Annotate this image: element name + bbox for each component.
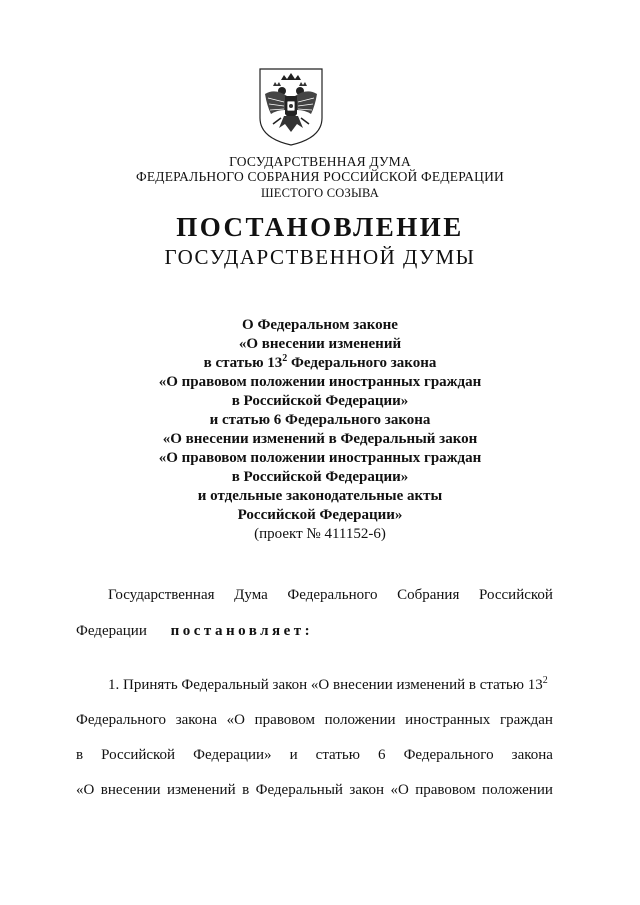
article-superscript: 2 — [542, 675, 548, 686]
article-superscript: 2 — [282, 353, 288, 364]
word: 6 — [378, 747, 386, 763]
word: «О — [390, 782, 409, 798]
word: Федерального — [76, 712, 167, 728]
preamble-line-1 — [108, 586, 553, 604]
header-line-federal-assembly: ФЕДЕРАЛЬНОГО СОБРАНИЯ РОССИЙСКОЙ ФЕДЕРАЦИИ — [136, 169, 504, 184]
preamble-line-2 — [76, 622, 313, 640]
item1-line-2 — [76, 711, 553, 729]
header-line-convocation: ШЕСТОГО СОЗЫВА — [260, 186, 380, 200]
subject-line: «О внесении изменений в Федеральный закон — [162, 431, 478, 447]
resolution-subject — [0, 316, 640, 544]
project-number: (проект № 411152-6) — [254, 526, 386, 542]
word: граждан — [499, 712, 553, 728]
word: правовом — [415, 782, 476, 798]
subject-text: Федерального закона — [287, 355, 437, 371]
item1-line-1 — [108, 676, 548, 694]
word: «О — [76, 782, 95, 798]
word: в — [76, 747, 84, 763]
word: иностранных — [405, 712, 491, 728]
word: Федерального — [287, 587, 378, 603]
word: Российской — [101, 747, 176, 763]
item1-line-4 — [76, 781, 553, 799]
subject-line: в Российской Федерации» — [231, 393, 409, 409]
document-title: ПОСТАНОВЛЕНИЕ — [176, 212, 464, 242]
word: Российской — [479, 587, 553, 603]
subject-line — [0, 354, 640, 373]
resolves-word: постановляет: — [170, 623, 314, 639]
word: внесении — [100, 782, 161, 798]
subject-line: «О правовом положении иностранных граждан — [158, 450, 482, 466]
word: и — [289, 747, 298, 763]
word: закона — [175, 712, 217, 728]
word: Федерации — [76, 623, 147, 639]
document-subtitle: ГОСУДАРСТВЕННОЙ ДУМЫ — [164, 245, 476, 269]
word: положении — [324, 712, 396, 728]
word: изменений — [166, 782, 236, 798]
item1-text: 1. Принять Федеральный закон «О внесении изменений в статью 13 — [108, 677, 543, 693]
subject-line: О Федеральном законе — [242, 317, 398, 333]
word: правовом — [254, 712, 315, 728]
word: Собрания — [397, 587, 460, 603]
subject-line: Российской Федерации» — [237, 507, 403, 523]
subject-line: «О внесении изменений — [238, 336, 402, 352]
header-line-duma: ГОСУДАРСТВЕННАЯ ДУМА — [229, 154, 411, 169]
item1-line-3 — [76, 746, 553, 764]
word: Государственная — [108, 587, 215, 603]
word: Федеральный — [255, 782, 343, 798]
subject-line: в Российской Федерации» — [231, 469, 409, 485]
word: «О — [226, 712, 245, 728]
word: положении — [482, 782, 553, 798]
word: закон — [349, 782, 385, 798]
subject-text: в статью 13 — [203, 355, 283, 371]
word: статью — [315, 747, 360, 763]
subject-line: «О правовом положении иностранных граждан — [158, 374, 482, 390]
word: Федерального — [403, 747, 494, 763]
russian-coat-of-arms-icon — [257, 66, 325, 148]
subject-line: и статью 6 Федерального закона — [209, 412, 431, 428]
word: закона — [511, 747, 553, 763]
word: в — [242, 782, 250, 798]
word: Дума — [234, 587, 268, 603]
subject-line: и отдельные законодательные акты — [197, 488, 443, 504]
word: Федерации» — [193, 747, 272, 763]
